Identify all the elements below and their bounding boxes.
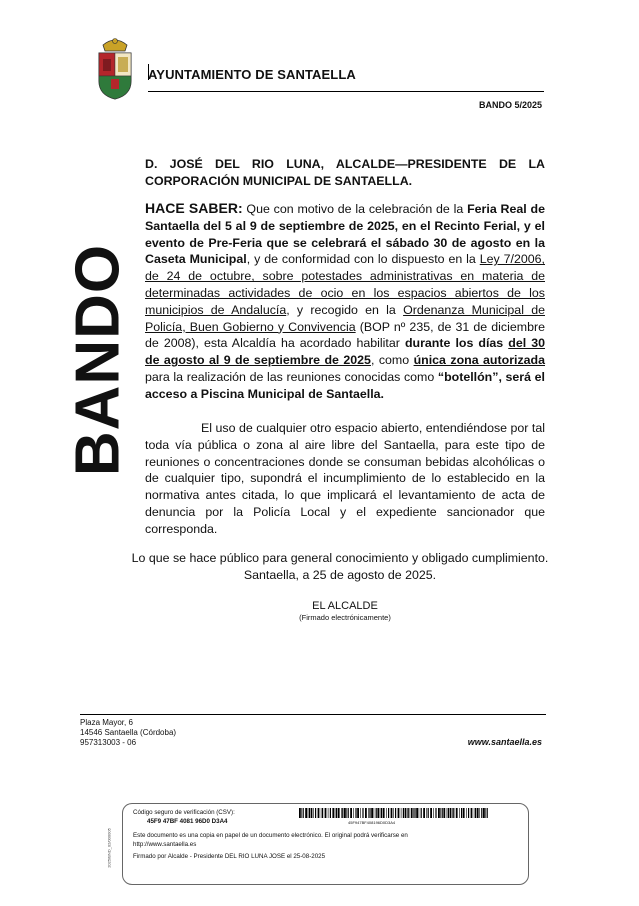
bando-number: BANDO 5/2025 — [478, 100, 542, 110]
closing-line-1: Lo que se hace público para general conocimiento y obligado cumplimiento. — [131, 551, 549, 565]
hace-saber-lead: HACE SABER: — [145, 200, 243, 216]
csv-label: Código seguro de verificación (CSV): — [133, 809, 235, 816]
footer-street: Plaza Mayor, 6 — [80, 718, 133, 727]
csv-code: 45F9 47BF 4081 96D0 D3A4 — [147, 818, 228, 825]
signed-by: Firmado por Alcalde - Presidente DEL RIO LUNA JOSE el 25-08-2025 — [133, 853, 326, 860]
verification-url[interactable]: http://www.santaella.es — [133, 841, 197, 848]
law-reference: Ley 7/2006, de 24 de octubre, sobre potestades administrativas en materia de determinadas actividades de ocio en los espacios abiertos de los municipios de Andalucía — [145, 252, 545, 317]
piscina-location: “botellón”, será el acceso a Piscina Municipal de Santaella. — [145, 369, 545, 401]
footer-address — [80, 718, 176, 748]
announcement-paragraph — [145, 200, 545, 403]
para1-text-3: , y recogido en la — [286, 302, 404, 317]
para1-text-2: , y de conformidad con lo dispuesto en la — [246, 252, 480, 267]
signature-title: EL ALCALDE — [312, 600, 378, 612]
closing-text — [80, 550, 600, 584]
header-divider — [148, 91, 544, 92]
mayor-heading: D. JOSÉ DEL RIO LUNA, ALCALDE—PRESIDENTE DE LA CORPORACIÓN MUNICIPAL DE SANTAELLA. — [145, 157, 545, 188]
para1-text-4: (BOP nº 235, de 31 de diciembre de 2008), esta Alcaldía ha acordado habilitar — [145, 319, 545, 351]
authorized-zone: única zona autorizada — [413, 353, 546, 368]
vertical-bando-label — [63, 232, 133, 487]
para1-text-1: Que con motivo de la celebración de la — [242, 202, 468, 216]
footer-phone: 957313003 - 06 — [80, 738, 137, 747]
page-title: AYUNTAMIENTO DE SANTAELLA — [148, 67, 356, 82]
signature-block — [200, 600, 490, 622]
coat-of-arms-logo — [93, 35, 137, 101]
side-code-text: 2025/BND_02/000005 — [106, 828, 112, 868]
verification-note: Este documento es una copia en papel de un documento electrónico. El original podrá verificarse en — [133, 832, 408, 839]
closing-date: Santaella, a 25 de agosto de 2025. — [243, 567, 437, 582]
authorized-dates: del 30 de agosto al 9 de septiembre de 2025 — [145, 336, 545, 368]
footer-city: 14546 Santaella (Córdoba) — [80, 728, 177, 737]
barcode-text: 45F947BF408196D0D3A4 — [348, 820, 396, 825]
verification-box — [122, 803, 529, 885]
footer-divider — [80, 714, 546, 715]
vertical-bando-text: BANDO — [63, 243, 133, 476]
para1-feria-dates: Feria Real de Santaella del 5 al 9 de septiembre de 2025, en el Recinto Ferial, y el evento de Pre-Feria que se celebrará el sábado 30 de agosto en la Caseta Municipal — [145, 202, 545, 267]
ordinance-reference: Ordenanza Municipal de Policía, Buen Gobierno y Convivencia — [145, 302, 545, 334]
signature-note: (Firmado electrónicamente) — [299, 613, 391, 622]
verification-side-code — [104, 818, 114, 878]
para1-text-5: , como — [370, 353, 414, 368]
prohibition-paragraph: El uso de cualquier otro espacio abierto, entendiéndose por tal toda vía pública o zona al aire libre del Santaella, para este tipo de reuniones o concentraciones donde se consuman bebidas alcohólicas o de cualquier tipo, supondrá el incumplimiento de lo establecido en la normativa antes citada, lo que implicará el levantamiento de acta de denuncia por la Policía Local y el expediente sancionador que corresponda. — [145, 421, 545, 536]
para1-durante: durante los días — [404, 336, 509, 351]
para1-text-6: para la realización de las reuniones conocidas como — [145, 369, 438, 384]
footer-website-link[interactable]: www.santaella.es — [467, 737, 542, 747]
